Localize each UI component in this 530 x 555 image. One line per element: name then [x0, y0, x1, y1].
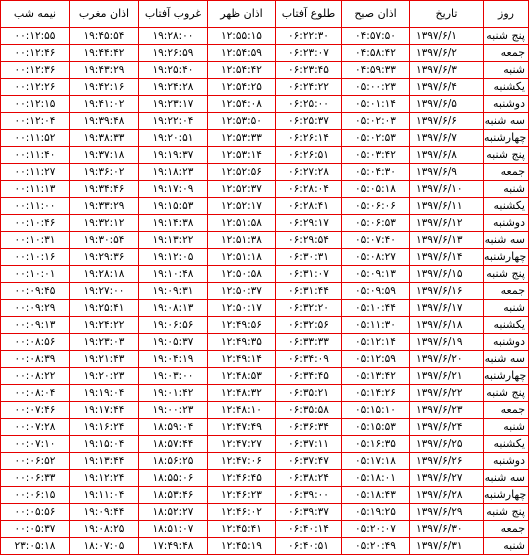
cell-dhuhr: ۱۲:۵۱:۱۸: [208, 249, 276, 266]
cell-fajr: ۰۵:۱۸:۴۳: [342, 487, 410, 504]
cell-date: ۱۳۹۷/۶/۱۴: [410, 249, 484, 266]
cell-sunset: ۱۹:۱۲:۰۵: [139, 249, 208, 266]
cell-date: ۱۳۹۷/۶/۲: [410, 45, 484, 62]
cell-day: چهارشنبه: [484, 487, 529, 504]
cell-dhuhr: ۱۲:۵۴:۵۹: [208, 45, 276, 62]
cell-sunset: ۱۸:۵۷:۴۴: [139, 436, 208, 453]
table-row: [1, 215, 529, 232]
cell-fajr: ۰۵:۱۴:۲۶: [342, 385, 410, 402]
cell-midnight: ۰۰:۰۸:۵۶: [1, 334, 70, 351]
cell-day: شنبه: [484, 62, 529, 79]
cell-sunrise: ۰۶:۳۲:۲۰: [276, 300, 342, 317]
table-row: [1, 504, 529, 521]
cell-day: سه شنبه: [484, 351, 529, 368]
cell-midnight: ۰۰:۱۱:۲۷: [1, 164, 70, 181]
cell-date: ۱۳۹۷/۶/۲۶: [410, 453, 484, 470]
cell-midnight: ۰۰:۰۶:۱۵: [1, 487, 70, 504]
cell-day: جمعه: [484, 164, 529, 181]
table-row: [1, 266, 529, 283]
cell-date: ۱۳۹۷/۶/۳: [410, 62, 484, 79]
cell-fajr: ۰۵:۰۹:۱۳: [342, 266, 410, 283]
cell-day: یکشنبه: [484, 317, 529, 334]
cell-dhuhr: ۱۲:۴۷:۲۷: [208, 436, 276, 453]
table-row: [1, 113, 529, 130]
table-row: [1, 62, 529, 79]
header-sunrise: طلوع آفتاب: [276, 1, 342, 28]
cell-sunrise: ۰۶:۳۷:۴۷: [276, 453, 342, 470]
cell-sunset: ۱۹:۱۹:۳۷: [139, 147, 208, 164]
cell-day: چهارشنبه: [484, 249, 529, 266]
cell-midnight: ۰۰:۱۰:۰۱: [1, 266, 70, 283]
cell-sunset: ۱۹:۲۶:۵۹: [139, 45, 208, 62]
cell-maghrib: ۱۹:۴۱:۰۲: [70, 96, 139, 113]
cell-dhuhr: ۱۲:۴۹:۱۴: [208, 351, 276, 368]
cell-sunset: ۱۹:۰۸:۱۳: [139, 300, 208, 317]
cell-date: ۱۳۹۷/۶/۳۰: [410, 521, 484, 538]
cell-day: پنج شنبه: [484, 385, 529, 402]
cell-dhuhr: ۱۲:۴۵:۱۹: [208, 538, 276, 555]
cell-date: ۱۳۹۷/۶/۱۸: [410, 317, 484, 334]
cell-midnight: ۰۰:۰۹:۲۹: [1, 300, 70, 317]
cell-midnight: ۰۰:۰۷:۴۶: [1, 402, 70, 419]
cell-midnight: ۰۰:۱۱:۴۰: [1, 147, 70, 164]
cell-sunset: ۱۹:۱۸:۲۳: [139, 164, 208, 181]
cell-dhuhr: ۱۲:۴۷:۰۶: [208, 453, 276, 470]
cell-dhuhr: ۱۲:۵۴:۰۸: [208, 96, 276, 113]
cell-maghrib: ۱۹:۲۷:۰۰: [70, 283, 139, 300]
cell-sunrise: ۰۶:۳۵:۵۸: [276, 402, 342, 419]
cell-dhuhr: ۱۲:۴۶:۴۵: [208, 470, 276, 487]
cell-dhuhr: ۱۲:۴۵:۴۱: [208, 521, 276, 538]
cell-fajr: ۰۵:۲۰:۰۷: [342, 521, 410, 538]
header-day: روز: [484, 1, 529, 28]
cell-day: شنبه: [484, 538, 529, 555]
cell-midnight: ۰۰:۰۸:۳۹: [1, 351, 70, 368]
table-row: [1, 385, 529, 402]
cell-fajr: ۰۵:۰۷:۴۰: [342, 232, 410, 249]
cell-midnight: ۰۰:۱۰:۴۶: [1, 215, 70, 232]
cell-dhuhr: ۱۲:۵۵:۱۵: [208, 28, 276, 45]
cell-dhuhr: ۱۲:۴۹:۵۶: [208, 317, 276, 334]
cell-midnight: ۰۰:۰۸:۰۴: [1, 385, 70, 402]
cell-midnight: ۰۰:۱۱:۵۲: [1, 130, 70, 147]
cell-midnight: ۰۰:۱۲:۵۵: [1, 28, 70, 45]
cell-maghrib: ۱۹:۰۸:۲۵: [70, 521, 139, 538]
cell-dhuhr: ۱۲:۵۲:۳۷: [208, 181, 276, 198]
cell-sunrise: ۰۶:۲۴:۲۲: [276, 79, 342, 96]
cell-day: یکشنبه: [484, 436, 529, 453]
cell-dhuhr: ۱۲:۵۱:۵۸: [208, 215, 276, 232]
cell-dhuhr: ۱۲:۵۱:۳۸: [208, 232, 276, 249]
cell-date: ۱۳۹۷/۶/۲۲: [410, 385, 484, 402]
cell-maghrib: ۱۹:۲۸:۱۸: [70, 266, 139, 283]
cell-dhuhr: ۱۲:۴۶:۰۲: [208, 504, 276, 521]
cell-sunset: ۱۹:۰۳:۰۰: [139, 368, 208, 385]
cell-sunset: ۱۸:۵۵:۰۶: [139, 470, 208, 487]
table-row: [1, 198, 529, 215]
cell-dhuhr: ۱۲:۴۸:۱۰: [208, 402, 276, 419]
cell-maghrib: ۱۹:۳۳:۲۹: [70, 198, 139, 215]
cell-day: دوشنبه: [484, 334, 529, 351]
cell-dhuhr: ۱۲:۵۲:۱۷: [208, 198, 276, 215]
cell-sunrise: ۰۶:۳۲:۵۶: [276, 317, 342, 334]
cell-day: پنج شنبه: [484, 147, 529, 164]
cell-fajr: ۰۵:۱۲:۱۴: [342, 334, 410, 351]
cell-dhuhr: ۱۲:۴۸:۵۳: [208, 368, 276, 385]
table-row: [1, 521, 529, 538]
cell-fajr: ۰۵:۰۳:۴۲: [342, 147, 410, 164]
cell-sunset: ۱۹:۱۳:۲۲: [139, 232, 208, 249]
cell-maghrib: ۱۹:۱۱:۰۴: [70, 487, 139, 504]
cell-midnight: ۰۰:۱۲:۴۶: [1, 45, 70, 62]
cell-sunrise: ۰۶:۲۹:۵۴: [276, 232, 342, 249]
cell-day: جمعه: [484, 45, 529, 62]
cell-day: دوشنبه: [484, 215, 529, 232]
cell-dhuhr: ۱۲:۵۳:۵۰: [208, 113, 276, 130]
cell-fajr: ۰۵:۱۵:۱۰: [342, 402, 410, 419]
table-row: [1, 436, 529, 453]
cell-date: ۱۳۹۷/۶/۲۳: [410, 402, 484, 419]
cell-sunrise: ۰۶:۲۸:۰۴: [276, 181, 342, 198]
cell-fajr: ۰۵:۰۲:۵۳: [342, 130, 410, 147]
cell-fajr: ۰۴:۵۸:۴۲: [342, 45, 410, 62]
table-row: [1, 79, 529, 96]
cell-day: شنبه: [484, 181, 529, 198]
table-row: [1, 351, 529, 368]
cell-date: ۱۳۹۷/۶/۱۲: [410, 215, 484, 232]
cell-maghrib: ۱۹:۳۶:۰۲: [70, 164, 139, 181]
cell-midnight: ۰۰:۰۹:۴۵: [1, 283, 70, 300]
cell-date: ۱۳۹۷/۶/۱۱: [410, 198, 484, 215]
cell-midnight: ۰۰:۱۲:۲۶: [1, 79, 70, 96]
cell-fajr: ۰۵:۰۵:۱۸: [342, 181, 410, 198]
cell-fajr: ۰۴:۵۹:۳۳: [342, 62, 410, 79]
cell-maghrib: ۱۹:۴۴:۴۲: [70, 45, 139, 62]
cell-sunset: ۱۹:۰۶:۵۶: [139, 317, 208, 334]
cell-sunset: ۱۸:۵۲:۲۷: [139, 504, 208, 521]
cell-day: شنبه: [484, 419, 529, 436]
cell-midnight: ۰۰:۱۲:۳۶: [1, 62, 70, 79]
cell-sunset: ۱۹:۲۳:۱۷: [139, 96, 208, 113]
cell-date: ۱۳۹۷/۶/۷: [410, 130, 484, 147]
cell-sunrise: ۰۶:۲۳:۴۵: [276, 62, 342, 79]
cell-sunset: ۱۸:۵۳:۴۶: [139, 487, 208, 504]
cell-sunset: ۱۹:۰۱:۴۲: [139, 385, 208, 402]
cell-maghrib: ۱۹:۰۹:۴۴: [70, 504, 139, 521]
cell-date: ۱۳۹۷/۶/۲۷: [410, 470, 484, 487]
cell-midnight: ۰۰:۰۹:۱۳: [1, 317, 70, 334]
cell-date: ۱۳۹۷/۶/۲۰: [410, 351, 484, 368]
cell-sunrise: ۰۶:۳۳:۳۳: [276, 334, 342, 351]
cell-maghrib: ۱۹:۱۲:۲۴: [70, 470, 139, 487]
cell-date: ۱۳۹۷/۶/۱۶: [410, 283, 484, 300]
cell-fajr: ۰۵:۰۶:۰۶: [342, 198, 410, 215]
cell-midnight: ۰۰:۰۵:۳۷: [1, 521, 70, 538]
header-maghrib: اذان مغرب: [70, 1, 139, 28]
table-row: [1, 147, 529, 164]
cell-maghrib: ۱۹:۳۲:۱۲: [70, 215, 139, 232]
table-row: [1, 28, 529, 45]
cell-sunrise: ۰۶:۲۷:۲۸: [276, 164, 342, 181]
cell-date: ۱۳۹۷/۶/۸: [410, 147, 484, 164]
cell-dhuhr: ۱۲:۵۰:۳۷: [208, 283, 276, 300]
cell-dhuhr: ۱۲:۵۳:۳۳: [208, 130, 276, 147]
cell-maghrib: ۱۹:۱۳:۴۴: [70, 453, 139, 470]
cell-fajr: ۰۵:۱۱:۳۰: [342, 317, 410, 334]
cell-sunrise: ۰۶:۳۹:۰۰: [276, 487, 342, 504]
cell-sunset: ۱۹:۰۹:۳۱: [139, 283, 208, 300]
cell-fajr: ۰۵:۰۸:۲۷: [342, 249, 410, 266]
cell-sunset: ۱۹:۱۴:۳۸: [139, 215, 208, 232]
cell-date: ۱۳۹۷/۶/۲۴: [410, 419, 484, 436]
cell-fajr: ۰۵:۱۵:۵۳: [342, 419, 410, 436]
cell-midnight: ۰۰:۱۰:۱۶: [1, 249, 70, 266]
cell-midnight: ۰۰:۱۱:۱۳: [1, 181, 70, 198]
cell-dhuhr: ۱۲:۴۶:۲۳: [208, 487, 276, 504]
table-row: [1, 232, 529, 249]
cell-date: ۱۳۹۷/۶/۹: [410, 164, 484, 181]
cell-sunset: ۱۷:۴۹:۴۸: [139, 538, 208, 555]
cell-sunset: ۱۹:۲۰:۵۱: [139, 130, 208, 147]
cell-sunrise: ۰۶:۲۳:۰۷: [276, 45, 342, 62]
cell-maghrib: ۱۹:۲۱:۴۳: [70, 351, 139, 368]
cell-sunrise: ۰۶:۲۹:۱۷: [276, 215, 342, 232]
table-row: [1, 538, 529, 555]
cell-sunset: ۱۹:۱۰:۴۸: [139, 266, 208, 283]
cell-date: ۱۳۹۷/۶/۵: [410, 96, 484, 113]
cell-maghrib: ۱۹:۲۰:۲۳: [70, 368, 139, 385]
table-row: [1, 96, 529, 113]
table-row: [1, 164, 529, 181]
cell-date: ۱۳۹۷/۶/۱۹: [410, 334, 484, 351]
cell-day: شنبه: [484, 300, 529, 317]
cell-maghrib: ۱۹:۳۹:۴۸: [70, 113, 139, 130]
cell-maghrib: ۱۹:۴۲:۱۶: [70, 79, 139, 96]
cell-maghrib: ۱۹:۳۷:۱۸: [70, 147, 139, 164]
cell-date: ۱۳۹۷/۶/۳۱: [410, 538, 484, 555]
cell-sunset: ۱۸:۵۹:۰۴: [139, 419, 208, 436]
cell-date: ۱۳۹۷/۶/۱۰: [410, 181, 484, 198]
cell-fajr: ۰۵:۱۲:۵۹: [342, 351, 410, 368]
cell-fajr: ۰۵:۱۳:۴۲: [342, 368, 410, 385]
cell-day: یکشنبه: [484, 79, 529, 96]
cell-fajr: ۰۵:۰۲:۰۳: [342, 113, 410, 130]
table-row: [1, 317, 529, 334]
cell-fajr: ۰۵:۱۶:۳۵: [342, 436, 410, 453]
cell-dhuhr: ۱۲:۴۸:۳۲: [208, 385, 276, 402]
cell-date: ۱۳۹۷/۶/۲۵: [410, 436, 484, 453]
cell-day: جمعه: [484, 402, 529, 419]
cell-fajr: ۰۴:۵۷:۵۰: [342, 28, 410, 45]
cell-date: ۱۳۹۷/۶/۲۹: [410, 504, 484, 521]
cell-day: یکشنبه: [484, 198, 529, 215]
cell-maghrib: ۱۹:۴۵:۵۴: [70, 28, 139, 45]
cell-day: جمعه: [484, 283, 529, 300]
cell-fajr: ۰۵:۱۹:۲۵: [342, 504, 410, 521]
cell-midnight: ۰۰:۰۶:۳۳: [1, 470, 70, 487]
cell-sunset: ۱۹:۰۴:۱۹: [139, 351, 208, 368]
cell-date: ۱۳۹۷/۶/۱: [410, 28, 484, 45]
cell-sunrise: ۰۶:۴۰:۵۱: [276, 538, 342, 555]
cell-day: دوشنبه: [484, 453, 529, 470]
cell-fajr: ۰۵:۱۸:۰۱: [342, 470, 410, 487]
cell-midnight: ۰۰:۱۲:۱۵: [1, 96, 70, 113]
cell-sunrise: ۰۶:۲۶:۱۴: [276, 130, 342, 147]
cell-sunrise: ۰۶:۳۱:۰۷: [276, 266, 342, 283]
cell-sunrise: ۰۶:۳۷:۱۱: [276, 436, 342, 453]
cell-maghrib: ۱۹:۳۰:۵۴: [70, 232, 139, 249]
header-fajr: اذان صبح: [342, 1, 410, 28]
cell-sunset: ۱۹:۲۵:۴۰: [139, 62, 208, 79]
cell-day: دوشنبه: [484, 96, 529, 113]
cell-sunrise: ۰۶:۳۰:۳۱: [276, 249, 342, 266]
cell-maghrib: ۱۹:۳۴:۴۶: [70, 181, 139, 198]
table-row: [1, 45, 529, 62]
cell-maghrib: ۱۹:۱۶:۲۴: [70, 419, 139, 436]
cell-date: ۱۳۹۷/۶/۱۳: [410, 232, 484, 249]
cell-sunset: ۱۹:۰۰:۲۳: [139, 402, 208, 419]
table-row: [1, 419, 529, 436]
cell-dhuhr: ۱۲:۴۹:۳۵: [208, 334, 276, 351]
cell-day: سه شنبه: [484, 470, 529, 487]
cell-maghrib: ۱۹:۱۵:۰۴: [70, 436, 139, 453]
cell-sunrise: ۰۶:۲۶:۵۱: [276, 147, 342, 164]
cell-day: جمعه: [484, 521, 529, 538]
cell-midnight: ۰۰:۰۵:۵۶: [1, 504, 70, 521]
table-row: [1, 181, 529, 198]
cell-date: ۱۳۹۷/۶/۶: [410, 113, 484, 130]
cell-sunrise: ۰۶:۳۱:۴۴: [276, 283, 342, 300]
cell-date: ۱۳۹۷/۶/۱۷: [410, 300, 484, 317]
cell-maghrib: ۱۹:۱۷:۴۴: [70, 402, 139, 419]
table-row: [1, 249, 529, 266]
cell-maghrib: ۱۹:۲۵:۴۱: [70, 300, 139, 317]
cell-sunrise: ۰۶:۳۵:۲۱: [276, 385, 342, 402]
cell-midnight: ۰۰:۰۷:۲۸: [1, 419, 70, 436]
cell-day: پنج شنبه: [484, 504, 529, 521]
header-date: تاریخ: [410, 1, 484, 28]
cell-dhuhr: ۱۲:۵۰:۱۷: [208, 300, 276, 317]
cell-date: ۱۳۹۷/۶/۴: [410, 79, 484, 96]
cell-maghrib: ۱۹:۴۳:۲۹: [70, 62, 139, 79]
cell-dhuhr: ۱۲:۵۰:۵۸: [208, 266, 276, 283]
cell-sunset: ۱۹:۱۵:۵۳: [139, 198, 208, 215]
cell-sunrise: ۰۶:۳۹:۳۷: [276, 504, 342, 521]
cell-dhuhr: ۱۲:۵۴:۲۵: [208, 79, 276, 96]
table-row: [1, 334, 529, 351]
cell-fajr: ۰۵:۰۰:۲۳: [342, 79, 410, 96]
cell-midnight: ۰۰:۰۸:۲۲: [1, 368, 70, 385]
cell-midnight: ۰۰:۰۶:۵۲: [1, 453, 70, 470]
cell-sunrise: ۰۶:۴۰:۱۴: [276, 521, 342, 538]
cell-fajr: ۰۵:۲۰:۴۹: [342, 538, 410, 555]
cell-maghrib: ۱۹:۲۳:۰۳: [70, 334, 139, 351]
cell-sunrise: ۰۶:۳۴:۰۹: [276, 351, 342, 368]
cell-maghrib: ۱۸:۰۷:۰۵: [70, 538, 139, 555]
cell-date: ۱۳۹۷/۶/۲۱: [410, 368, 484, 385]
cell-day: سه شنبه: [484, 113, 529, 130]
cell-fajr: ۰۵:۱۷:۱۸: [342, 453, 410, 470]
cell-fajr: ۰۵:۱۰:۴۴: [342, 300, 410, 317]
cell-midnight: ۰۰:۱۲:۰۴: [1, 113, 70, 130]
table-row: [1, 453, 529, 470]
header-dhuhr: اذان ظهر: [208, 1, 276, 28]
cell-midnight: ۲۳:۰۵:۱۸: [1, 538, 70, 555]
cell-sunset: ۱۹:۰۵:۳۷: [139, 334, 208, 351]
cell-dhuhr: ۱۲:۵۳:۱۴: [208, 147, 276, 164]
cell-maghrib: ۱۹:۳۸:۳۳: [70, 130, 139, 147]
cell-sunrise: ۰۶:۳۸:۲۴: [276, 470, 342, 487]
cell-midnight: ۰۰:۰۷:۱۰: [1, 436, 70, 453]
cell-maghrib: ۱۹:۲۹:۳۶: [70, 249, 139, 266]
header-row: [1, 1, 529, 28]
cell-fajr: ۰۵:۰۱:۱۴: [342, 96, 410, 113]
header-midnight: نیمه شب: [1, 1, 70, 28]
cell-sunset: ۱۹:۲۸:۰۰: [139, 28, 208, 45]
header-sunset: غروب آفتاب: [139, 1, 208, 28]
cell-sunset: ۱۹:۱۷:۰۹: [139, 181, 208, 198]
table-row: [1, 283, 529, 300]
cell-sunrise: ۰۶:۳۶:۳۴: [276, 419, 342, 436]
cell-day: پنج شنبه: [484, 266, 529, 283]
cell-date: ۱۳۹۷/۶/۱۵: [410, 266, 484, 283]
cell-dhuhr: ۱۲:۵۲:۵۶: [208, 164, 276, 181]
cell-day: سه شنبه: [484, 232, 529, 249]
table-row: [1, 130, 529, 147]
cell-fajr: ۰۵:۰۴:۳۰: [342, 164, 410, 181]
table-row: [1, 402, 529, 419]
cell-sunrise: ۰۶:۲۸:۴۱: [276, 198, 342, 215]
cell-sunset: ۱۹:۲۴:۲۸: [139, 79, 208, 96]
table-row: [1, 470, 529, 487]
cell-sunrise: ۰۶:۲۵:۳۷: [276, 113, 342, 130]
table-row: [1, 487, 529, 504]
cell-date: ۱۳۹۷/۶/۲۸: [410, 487, 484, 504]
cell-dhuhr: ۱۲:۵۴:۴۲: [208, 62, 276, 79]
table-body: [1, 28, 529, 555]
cell-midnight: ۰۰:۱۱:۰۰: [1, 198, 70, 215]
cell-day: چهارشنبه: [484, 368, 529, 385]
table-row: [1, 368, 529, 385]
cell-dhuhr: ۱۲:۴۷:۴۹: [208, 419, 276, 436]
cell-fajr: ۰۵:۰۶:۵۳: [342, 215, 410, 232]
cell-sunrise: ۰۶:۲۲:۳۰: [276, 28, 342, 45]
cell-day: چهارشنبه: [484, 130, 529, 147]
cell-sunset: ۱۸:۵۱:۰۷: [139, 521, 208, 538]
cell-fajr: ۰۵:۰۹:۵۹: [342, 283, 410, 300]
cell-day: پنج شنبه: [484, 28, 529, 45]
cell-maghrib: ۱۹:۱۹:۰۴: [70, 385, 139, 402]
cell-sunset: ۱۸:۵۶:۲۵: [139, 453, 208, 470]
cell-midnight: ۰۰:۱۰:۳۱: [1, 232, 70, 249]
cell-sunrise: ۰۶:۲۵:۰۰: [276, 96, 342, 113]
table-row: [1, 300, 529, 317]
cell-maghrib: ۱۹:۲۴:۲۲: [70, 317, 139, 334]
cell-sunrise: ۰۶:۳۴:۴۵: [276, 368, 342, 385]
cell-sunset: ۱۹:۲۲:۰۴: [139, 113, 208, 130]
